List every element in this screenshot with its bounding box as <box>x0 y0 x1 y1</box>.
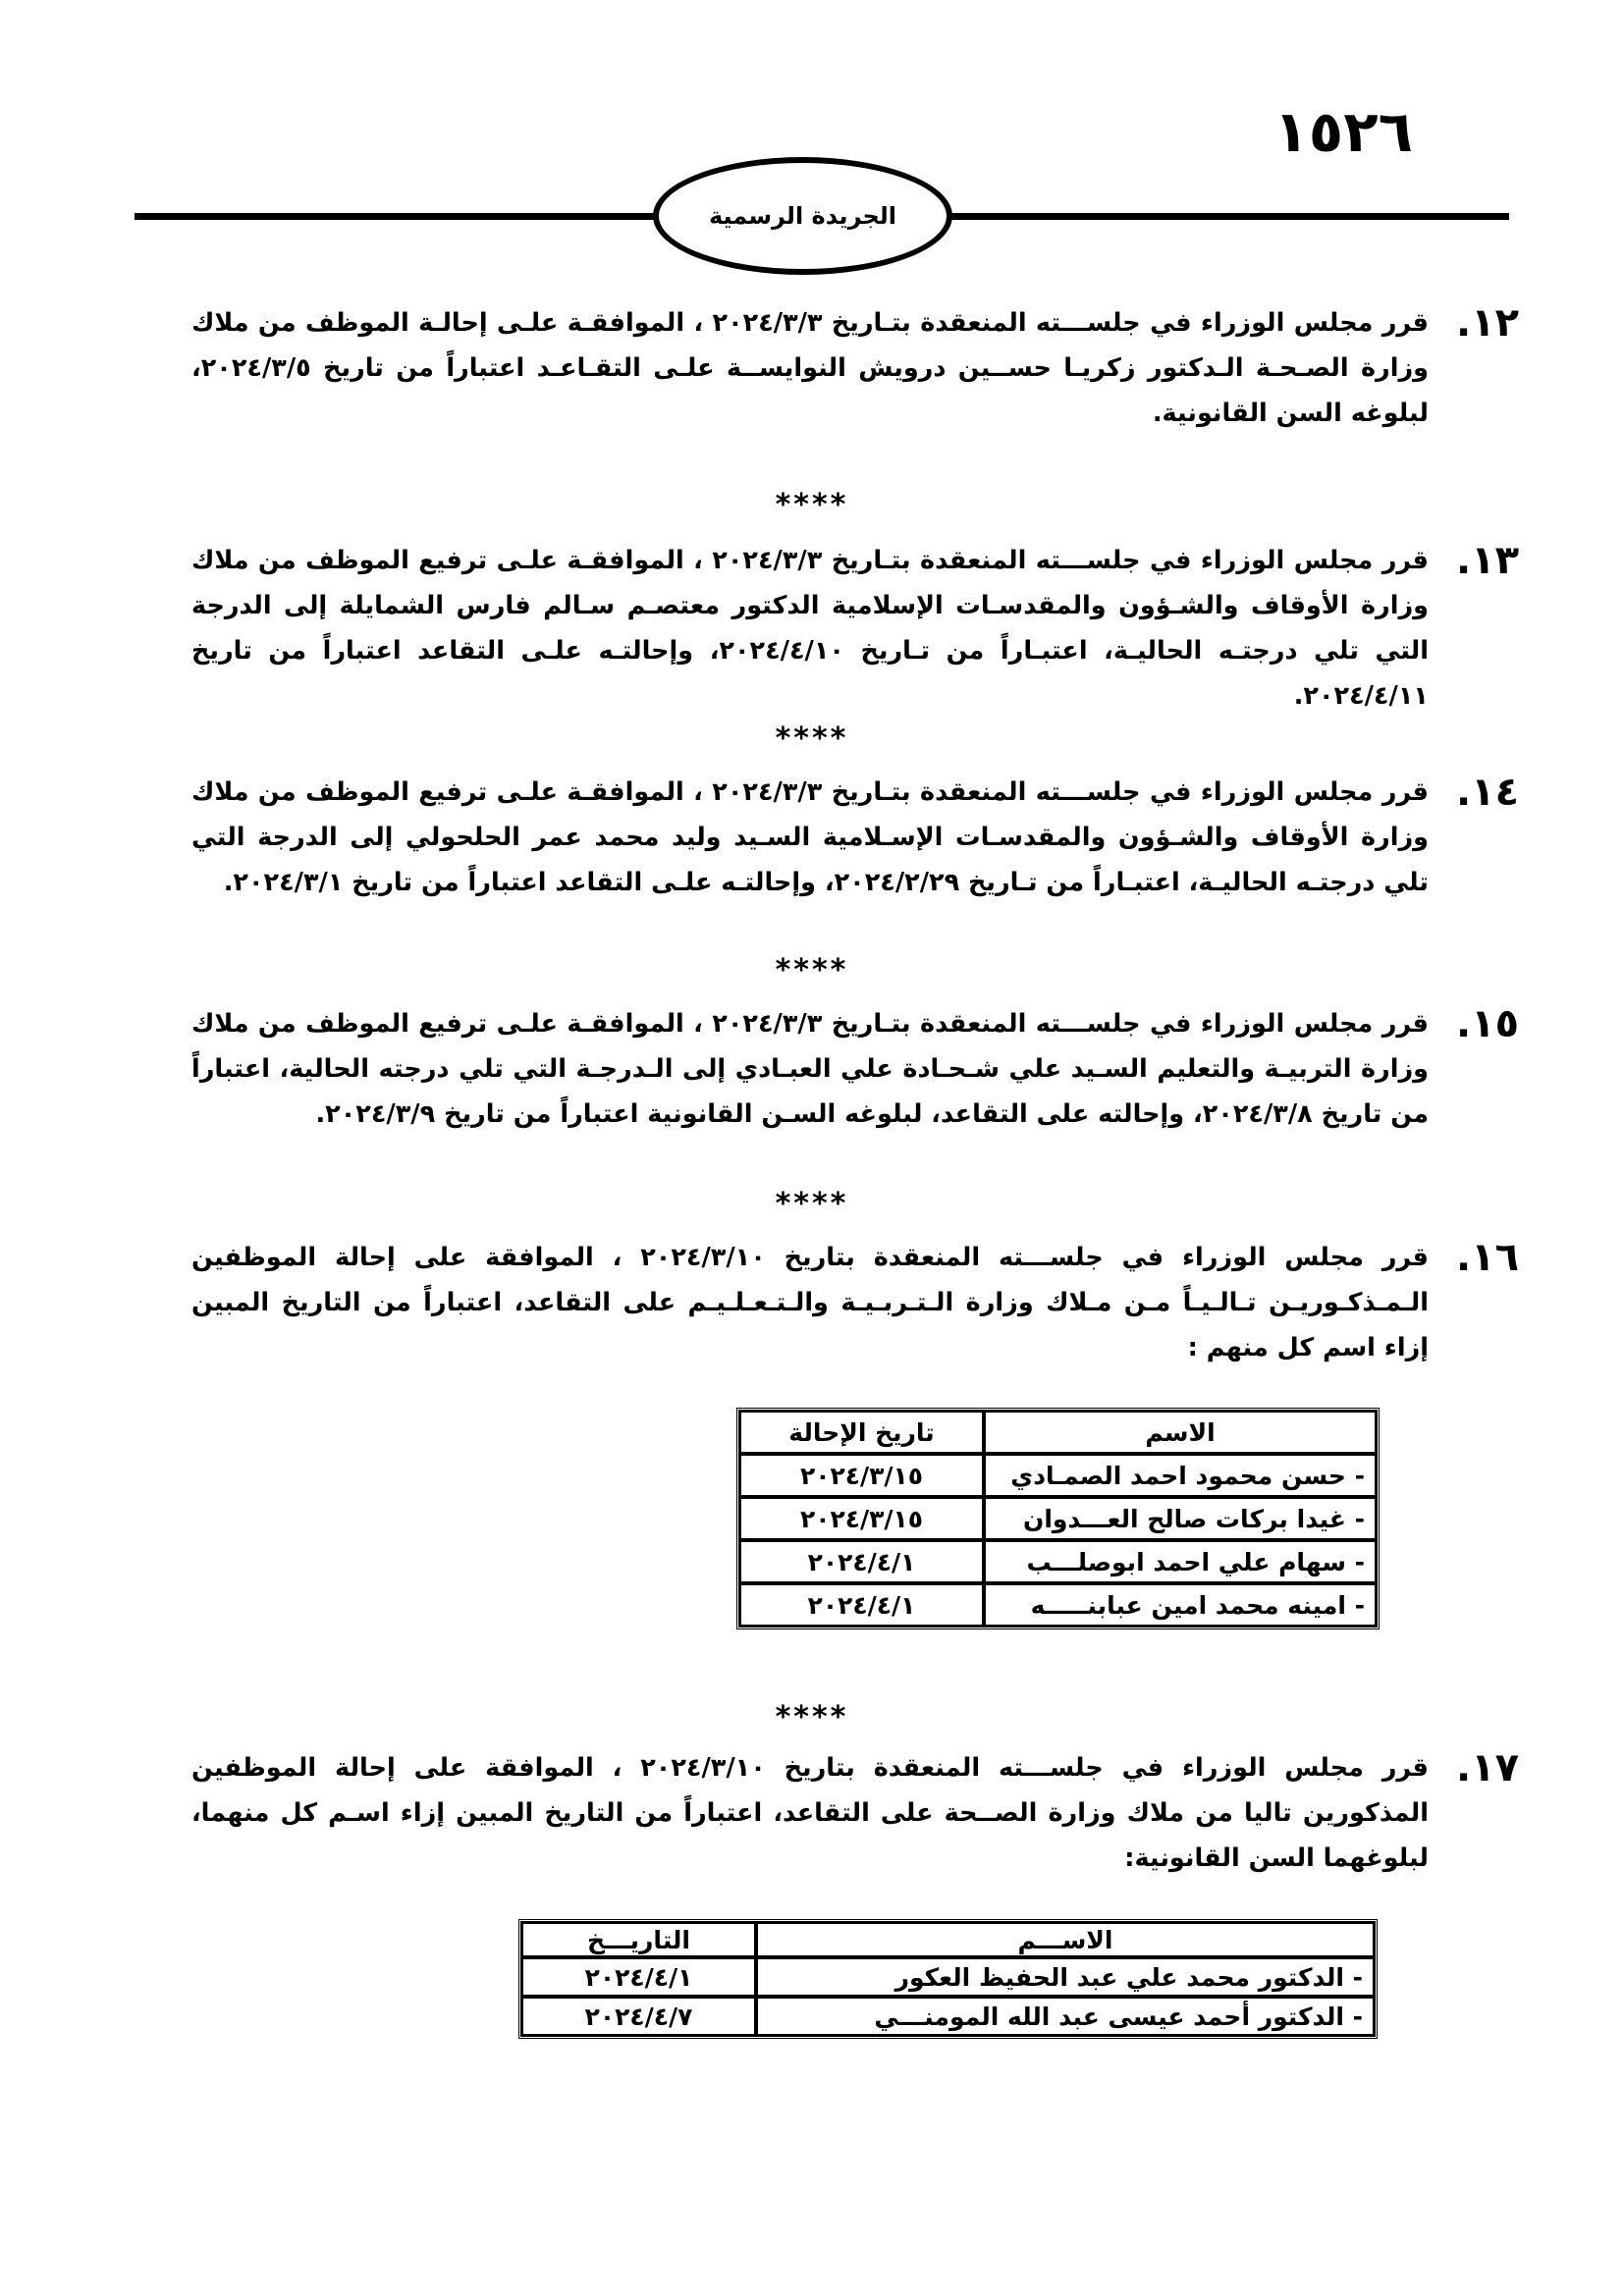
separator: **** <box>775 1700 849 1735</box>
separator: **** <box>775 721 849 756</box>
decision-item <box>191 1745 1519 1881</box>
table-cell-date: ٢٠٢٤/٣/١٥ <box>739 1497 984 1540</box>
column-header-date: التاريـــخ <box>521 1922 756 1957</box>
separator: **** <box>775 953 849 988</box>
item-text: قرر مجلس الوزراء في جلســـته المنعقدة بتـاريخ ٢٠٢٤/٣/٣ ، الموافقـة علـى إحالـة الموظف من ملاك وزارة الصـحـة الـدكتور زكريـا حســين درويش النوايســة علـى التقـاعـد اعتباراً من تاريخ ٢٠٢٤/٣/٥، لبلوغه السن القانونية. <box>191 308 1429 428</box>
page-number: ١٥٢٦ <box>1273 98 1413 165</box>
item-number: ١٥. <box>1455 1001 1519 1046</box>
item-text: قرر مجلس الوزراء في جلســـته المنعقدة بتـاريخ ٢٠٢٤/٣/٣ ، الموافقـة علـى ترفيع الموظف من ملاك وزارة الأوقاف والشـؤون والمقدسـات الإسـلامية السـيد وليد محمد عمر الحلحولي إلى الدرجة التي تلي درجتـه الحاليـة، اعتبـاراً من تـاريخ ٢٠٢٤/٢/٢٩، وإحالتـه علـى التقاعد اعتباراً من تاريخ ٢٠٢٤/٣/١. <box>191 777 1429 897</box>
gazette-title: الجريدة الرسمية <box>708 202 897 230</box>
gazette-title-oval <box>653 157 952 275</box>
item-text: قرر مجلس الوزراء في جلســـته المنعقدة بتاريخ ٢٠٢٤/٣/١٠ ، الموافقة على إحالة الموظفين المذكورين تاليا من ملاك وزارة الصــحة على التقاعد، اعتباراً من التاريخ المبين إزاء اسـم كل منهما، لبلوغهما السن القانونية: <box>191 1753 1429 1873</box>
item-text: قرر مجلس الوزراء في جلســـته المنعقدة بتـاريخ ٢٠٢٤/٣/٣ ، الموافقـة علـى ترفيع الموظف من ملاك وزارة التربيـة والتعليم السـيد علي شـحـادة علي العبـادي إلى الـدرجـة التي تلي درجته الحالية، اعتباراً من تاريخ ٢٠٢٤/٣/٨، وإحالته على التقاعد، لبلوغه السـن القانونية اعتباراً من تاريخ ٢٠٢٤/٣/٩. <box>191 1009 1429 1129</box>
decision-item <box>191 1001 1519 1137</box>
column-header-name: الاسم <box>984 1411 1377 1454</box>
table-header-row <box>739 1411 1377 1454</box>
item-number: ١٧. <box>1455 1745 1519 1790</box>
decision-item <box>191 538 1519 719</box>
column-header-name: الاســـم <box>756 1922 1375 1957</box>
table-cell-name: - سهام علي احمد ابوصلـــب <box>984 1540 1377 1583</box>
table-cell-date: ٢٠٢٤/٣/١٥ <box>739 1454 984 1497</box>
separator: **** <box>775 488 849 522</box>
table-cell-name: - غيدا بركات صالح العـــدوان <box>984 1497 1377 1540</box>
item-number: ١٢. <box>1455 300 1519 346</box>
retirees-table-health <box>518 1919 1378 2039</box>
table-cell-date: ٢٠٢٤/٤/١ <box>739 1583 984 1627</box>
decision-item <box>191 1235 1519 1370</box>
table-row <box>739 1497 1377 1540</box>
column-header-date: تاريخ الإحالة <box>739 1411 984 1454</box>
table-cell-date: ٢٠٢٤/٤/١ <box>521 1957 756 1997</box>
decision-item <box>191 770 1519 905</box>
item-text: قرر مجلس الوزراء في جلســـته المنعقدة بتاريخ ٢٠٢٤/٣/١٠ ، الموافقة على إحالة الموظفين الـمـذكـوريـن تـالـيـاً مـن مـلاك وزارة الـتـربـيـة والـتـعـلـيـم على التقاعد، اعتباراً من التاريخ المبين إزاء اسم كل منهم : <box>191 1243 1429 1362</box>
item-number: ١٦. <box>1455 1235 1519 1280</box>
table-header-row <box>521 1922 1375 1957</box>
table-row <box>521 1997 1375 2036</box>
table-cell-name: - امينه محمد امين عبابنـــــه <box>984 1583 1377 1627</box>
table-cell-name: - الدكتور أحمد عيسى عبد الله المومنـــي <box>756 1997 1375 2036</box>
retirees-table-education <box>736 1408 1380 1629</box>
table-row <box>521 1957 1375 1997</box>
table-cell-name: - الدكتور محمد علي عبد الحفيظ العكور <box>756 1957 1375 1997</box>
item-text: قرر مجلس الوزراء في جلســـته المنعقدة بتـاريخ ٢٠٢٤/٣/٣ ، الموافقـة علـى ترفيع الموظف من ملاك وزارة الأوقاف والشـؤون والمقدسـات الإسلامية الدكتور معتصـم سـالم فارس الشمايلة إلى الدرجة التي تلي درجتـه الحاليـة، اعتبـاراً من تـاريخ ٢٠٢٤/٤/١٠، وإحالتـه علـى التقاعد اعتباراً من تاريخ ٢٠٢٤/٤/١١. <box>191 546 1429 711</box>
item-number: ١٣. <box>1455 538 1519 583</box>
table-cell-date: ٢٠٢٤/٤/١ <box>739 1540 984 1583</box>
table-row <box>739 1583 1377 1627</box>
decision-item <box>191 300 1519 436</box>
table-row <box>739 1540 1377 1583</box>
table-cell-date: ٢٠٢٤/٤/٧ <box>521 1997 756 2036</box>
table-row <box>739 1454 1377 1497</box>
table-cell-name: - حسن محمود احمد الصمـادي <box>984 1454 1377 1497</box>
item-number: ١٤. <box>1455 770 1519 815</box>
separator: **** <box>775 1187 849 1221</box>
